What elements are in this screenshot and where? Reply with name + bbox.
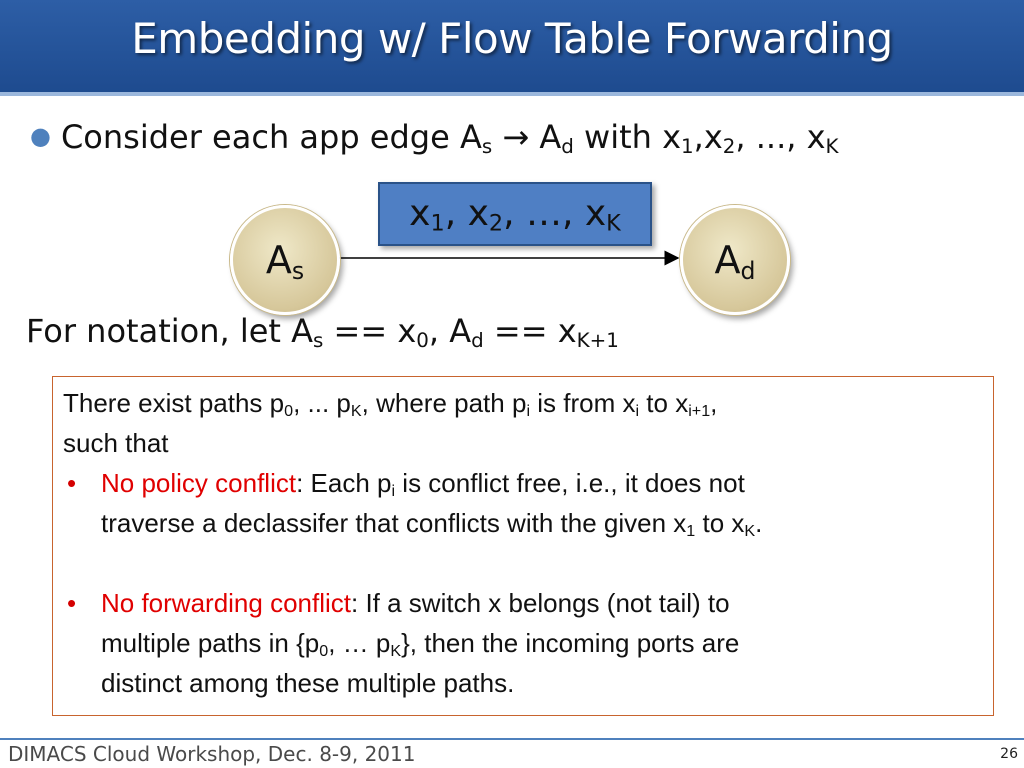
policy-conflict-item: • No policy conflict: Each $p_i$ is conflict free, i.e., it does not traverse a declassifer that conflicts with the given $x_1$ to $x_K$. bbox=[63, 463, 983, 543]
list-spacer bbox=[63, 543, 983, 583]
definition-intro: There exist paths $p_0$, ... $p_K$, where path $p_i$ is from $x_i$ to $x_{i+1}$, bbox=[63, 388, 718, 421]
policy-conflict-term: No policy conflict bbox=[101, 468, 297, 498]
footer-divider bbox=[0, 738, 1024, 740]
footer-text: DIMACS Cloud Workshop, Dec. 8-9, 2011 bbox=[8, 742, 416, 766]
bullet-icon: • bbox=[67, 588, 77, 618]
page-number: 26 bbox=[1000, 746, 1018, 762]
notation-line: For notation, let $A_s == x_0$, $A_d == x_{K+1}$ bbox=[26, 312, 619, 352]
bullet-dot-icon: ● bbox=[30, 122, 51, 150]
definition-such-that: such that bbox=[63, 428, 169, 458]
forwarding-conflict-item: • No forwarding conflict: If a switch x belongs (not tail) to multiple paths in {$p_0$, … $p_K$}, then the incoming ports are distinct among these multiple paths. bbox=[63, 583, 983, 703]
forwarding-conflict-term: No forwarding conflict bbox=[101, 588, 351, 618]
edge-label-box: $x_1$, $x_2$, …, $x_K$ bbox=[378, 182, 652, 246]
destination-node: $A_d$ bbox=[680, 205, 790, 315]
source-node: $A_s$ bbox=[230, 205, 340, 315]
right-arrow-icon: → A bbox=[492, 118, 562, 156]
bullet-icon: • bbox=[67, 468, 77, 498]
condition-list bbox=[63, 463, 983, 703]
definition-box bbox=[52, 376, 994, 716]
slide-title: Embedding w/ Flow Table Forwarding bbox=[131, 14, 893, 63]
intro-bullet: ● Consider each app edge $A_s \to A_d$ with $x_1,x_2$, ..., $x_K$ bbox=[30, 118, 839, 158]
